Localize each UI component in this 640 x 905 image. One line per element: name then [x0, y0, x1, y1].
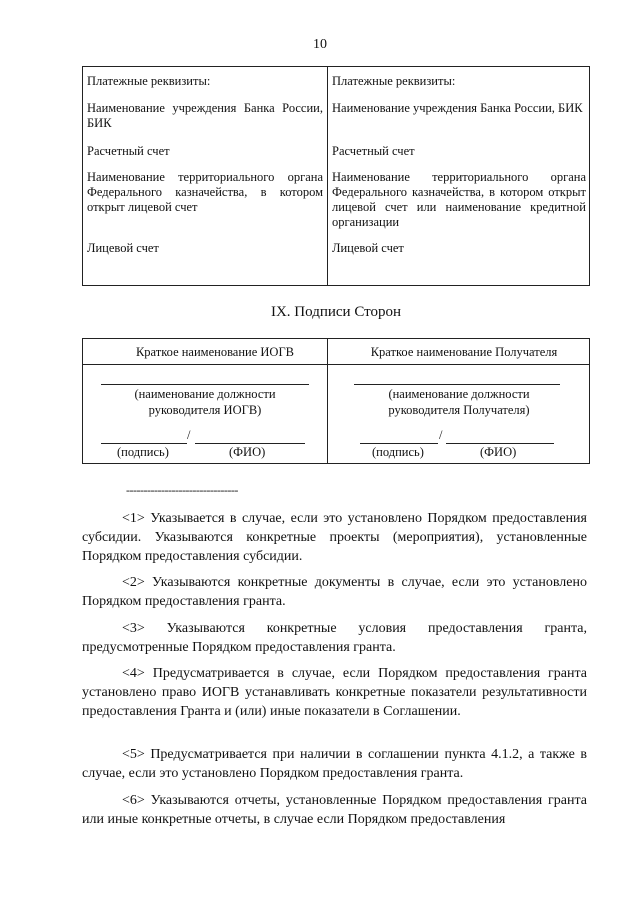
position-caption: (наименование должности руководителя Получателя) [388, 387, 530, 417]
recipient-short-name: Краткое наименование Получателя [370, 345, 558, 359]
footnote-2: <2> Указываются конкретные документы в случае, если это установлено Порядком предоставления гранта. [82, 575, 587, 609]
name-line [195, 443, 305, 444]
name-line [446, 443, 554, 444]
footnote-1: <1> Указывается в случае, если это установлено Порядком предоставления субсидии. Указываются конкретные проекты (мероприятия), установленные Порядком предоставления субсидии. [82, 511, 587, 564]
full-name-caption: (ФИО) [229, 445, 266, 459]
issuer-short-name: Краткое наименование ИОГВ [135, 345, 295, 359]
footnote-6: <6> Указываются отчеты, установленные Порядком предоставления гранта или иные конкретные отчеты, в случае если Порядком предоставления [82, 793, 587, 827]
section-title: IX. Подписи Сторон [270, 304, 402, 320]
settlement-account-label: Расчетный счет [87, 144, 170, 158]
footnote-5: <5> Предусматривается при наличии в соглашении пункта 4.1.2, а также в случае, если это установлено Порядком предоставления гранта. [82, 747, 587, 781]
bank-name-bik-label: Наименование учреждения Банка России, БИК [87, 101, 323, 130]
requisites-heading: Платежные реквизиты: [87, 74, 211, 88]
position-caption: (наименование должности руководителя ИОГВ) [134, 387, 276, 417]
footnote-separator: -------------------------------- [126, 483, 238, 497]
full-name-caption: (ФИО) [480, 445, 517, 459]
payment-requisites-table [82, 66, 590, 286]
signatures-table [82, 338, 590, 464]
personal-account-label: Лицевой счет [332, 241, 404, 255]
signature-caption: (подпись) [372, 445, 424, 459]
slash-separator: / [187, 428, 191, 442]
bank-name-bik-label: Наименование учреждения Банка России, БИК [332, 101, 583, 115]
footnote-4: <4> Предусматривается в случае, если Порядком предоставления гранта установлено право ИОГВ устанавливать конкретные показатели результативности предоставления Гранта и (или) иные показатели в Соглашении. [82, 666, 587, 719]
footnote-3: <3> Указываются конкретные условия предоставления гранта, предусмотренные Порядком предоставления гранта. [82, 621, 587, 655]
position-signature-line [354, 384, 560, 385]
settlement-account-label: Расчетный счет [332, 144, 415, 158]
requisites-heading: Платежные реквизиты: [332, 74, 456, 88]
slash-separator: / [439, 428, 443, 442]
signature-cell-recipient [328, 339, 590, 463]
position-signature-line [101, 384, 309, 385]
treasury-body-label: Наименование территориального органа Федерального казначейства, в котором открыт лицевой счет [87, 170, 323, 214]
signature-line [360, 443, 438, 444]
table-column-divider [327, 67, 328, 285]
page-number: 10 [313, 37, 327, 52]
personal-account-label: Лицевой счет [87, 241, 159, 255]
signature-cell-issuer [83, 339, 327, 463]
signature-caption: (подпись) [117, 445, 169, 459]
treasury-or-credit-org-label: Наименование территориального органа Федерального казначейства, в котором открыт лицевой счет или наименование кредитной организации [332, 170, 586, 229]
signature-line [101, 443, 187, 444]
